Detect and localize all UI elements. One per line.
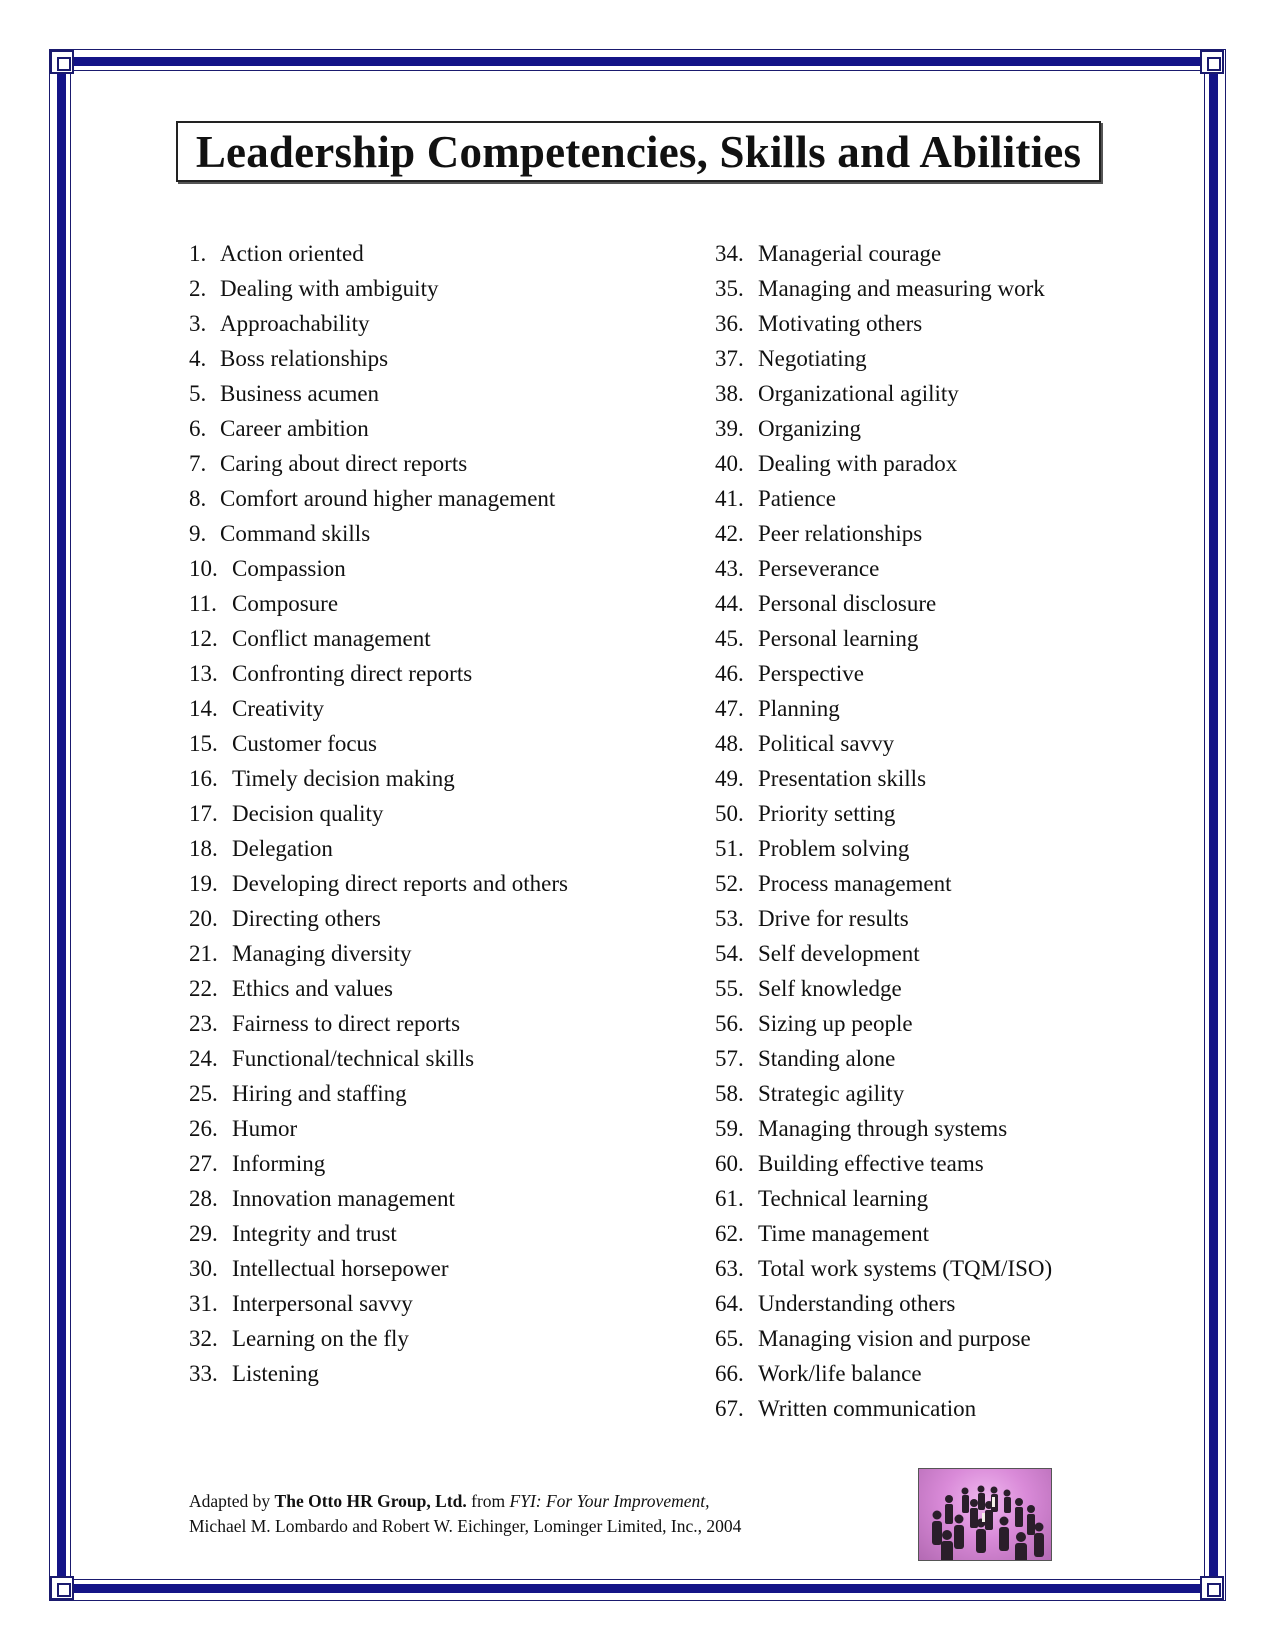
competency-item bbox=[189, 306, 669, 341]
competency-number: 62. bbox=[715, 1221, 744, 1246]
competency-label: Decision quality bbox=[232, 801, 384, 826]
competency-label: Planning bbox=[758, 696, 840, 721]
competency-number: 31. bbox=[189, 1291, 218, 1316]
competency-item bbox=[715, 481, 1155, 516]
competency-number: 19. bbox=[189, 871, 218, 896]
competency-item bbox=[189, 901, 669, 936]
competency-label: Intellectual horsepower bbox=[232, 1256, 449, 1281]
competency-item bbox=[715, 901, 1155, 936]
competency-number: 38. bbox=[715, 381, 744, 406]
competency-number: 53. bbox=[715, 906, 744, 931]
competency-item bbox=[715, 1076, 1155, 1111]
competency-item bbox=[189, 1006, 669, 1041]
competency-label: Work/life balance bbox=[758, 1361, 922, 1386]
competency-number: 50. bbox=[715, 801, 744, 826]
competency-label: Managerial courage bbox=[758, 241, 942, 266]
competency-item bbox=[715, 761, 1155, 796]
competency-label: Self development bbox=[758, 941, 920, 966]
competency-item bbox=[189, 866, 669, 901]
competency-item bbox=[189, 446, 669, 481]
competency-number: 13. bbox=[189, 661, 218, 686]
competency-label: Organizing bbox=[758, 416, 862, 441]
competency-number: 32. bbox=[189, 1326, 218, 1351]
competency-item bbox=[189, 236, 669, 271]
competency-number: 54. bbox=[715, 941, 744, 966]
competency-number: 1. bbox=[189, 241, 207, 266]
competency-label: Hiring and staffing bbox=[232, 1081, 407, 1106]
competency-item bbox=[715, 726, 1155, 761]
competency-item bbox=[715, 1216, 1155, 1251]
competency-label: Standing alone bbox=[758, 1046, 896, 1071]
competency-number: 30. bbox=[189, 1256, 218, 1281]
competency-label: Creativity bbox=[232, 696, 324, 721]
competency-number: 60. bbox=[715, 1151, 744, 1176]
competency-item bbox=[715, 376, 1155, 411]
competency-item bbox=[715, 446, 1155, 481]
competency-label: Career ambition bbox=[220, 416, 369, 441]
competency-number: 42. bbox=[715, 521, 744, 546]
competency-label: Process management bbox=[758, 871, 952, 896]
competency-item bbox=[715, 656, 1155, 691]
competency-label: Innovation management bbox=[232, 1186, 455, 1211]
competency-label: Developing direct reports and others bbox=[232, 871, 568, 896]
competency-item bbox=[715, 691, 1155, 726]
competency-number: 26. bbox=[189, 1116, 218, 1141]
competency-label: Interpersonal savvy bbox=[232, 1291, 413, 1316]
competency-number: 17. bbox=[189, 801, 218, 826]
competency-number: 3. bbox=[189, 311, 207, 336]
competency-item bbox=[715, 551, 1155, 586]
competency-item bbox=[189, 1321, 669, 1356]
competency-label: Approachability bbox=[220, 311, 370, 336]
competency-label: Command skills bbox=[220, 521, 371, 546]
competency-number: 20. bbox=[189, 906, 218, 931]
competency-item bbox=[715, 796, 1155, 831]
competency-label: Problem solving bbox=[758, 836, 910, 861]
competency-item bbox=[715, 236, 1155, 271]
competency-label: Listening bbox=[232, 1361, 319, 1386]
competency-item bbox=[189, 971, 669, 1006]
competency-number: 55. bbox=[715, 976, 744, 1001]
competency-number: 44. bbox=[715, 591, 744, 616]
competency-item bbox=[189, 1041, 669, 1076]
competency-label: Boss relationships bbox=[220, 346, 389, 371]
competency-item bbox=[715, 341, 1155, 376]
competency-label: Fairness to direct reports bbox=[232, 1011, 461, 1036]
competency-number: 34. bbox=[715, 241, 744, 266]
competency-item bbox=[189, 761, 669, 796]
competency-item bbox=[189, 796, 669, 831]
competency-label: Learning on the fly bbox=[232, 1326, 409, 1351]
corner-ornament-bottom-right bbox=[1200, 1576, 1224, 1600]
competency-number: 8. bbox=[189, 486, 207, 511]
competency-label: Functional/technical skills bbox=[232, 1046, 475, 1071]
competency-number: 2. bbox=[189, 276, 207, 301]
competency-label: Technical learning bbox=[758, 1186, 929, 1211]
competency-number: 14. bbox=[189, 696, 218, 721]
competency-item bbox=[715, 1181, 1155, 1216]
competency-number: 61. bbox=[715, 1186, 744, 1211]
competency-label: Perspective bbox=[758, 661, 865, 686]
competency-number: 51. bbox=[715, 836, 744, 861]
competency-item bbox=[189, 726, 669, 761]
competency-label: Compassion bbox=[232, 556, 346, 581]
competency-label: Dealing with paradox bbox=[758, 451, 958, 476]
competency-item bbox=[189, 341, 669, 376]
competency-number: 29. bbox=[189, 1221, 218, 1246]
competency-label: Motivating others bbox=[758, 311, 923, 336]
competency-item bbox=[189, 1286, 669, 1321]
competency-item bbox=[189, 656, 669, 691]
competency-label: Timely decision making bbox=[232, 766, 455, 791]
competency-item bbox=[189, 1111, 669, 1146]
competency-item bbox=[715, 936, 1155, 971]
competency-number: 63. bbox=[715, 1256, 744, 1281]
competency-number: 49. bbox=[715, 766, 744, 791]
competency-label: Political savvy bbox=[758, 731, 895, 756]
corner-ornament-top-right bbox=[1200, 50, 1224, 74]
competency-label: Managing diversity bbox=[232, 941, 412, 966]
competency-number: 43. bbox=[715, 556, 744, 581]
corner-ornament-bottom-left bbox=[50, 1576, 74, 1600]
competency-label: Conflict management bbox=[232, 626, 431, 651]
competency-label: Building effective teams bbox=[758, 1151, 984, 1176]
competency-item bbox=[189, 586, 669, 621]
competency-label: Delegation bbox=[232, 836, 333, 861]
group-of-people-image bbox=[918, 1468, 1052, 1561]
competency-item bbox=[189, 1076, 669, 1111]
competency-number: 10. bbox=[189, 556, 218, 581]
competency-label: Comfort around higher management bbox=[220, 486, 556, 511]
credit-note bbox=[189, 1489, 741, 1539]
competency-item bbox=[715, 306, 1155, 341]
competency-label: Negotiating bbox=[758, 346, 867, 371]
competency-number: 12. bbox=[189, 626, 218, 651]
credit-line-2: Michael M. Lombardo and Robert W. Eichinger, Lominger Limited, Inc., 2004 bbox=[189, 1516, 742, 1536]
competency-item bbox=[715, 1146, 1155, 1181]
competency-number: 57. bbox=[715, 1046, 744, 1071]
competency-number: 37. bbox=[715, 346, 744, 371]
competency-number: 58. bbox=[715, 1081, 744, 1106]
competency-number: 4. bbox=[189, 346, 207, 371]
competency-label: Directing others bbox=[232, 906, 381, 931]
competency-item bbox=[715, 271, 1155, 306]
competency-label: Action oriented bbox=[220, 241, 364, 266]
competency-label: Managing vision and purpose bbox=[758, 1326, 1031, 1351]
competency-label: Peer relationships bbox=[758, 521, 923, 546]
competency-label: Humor bbox=[232, 1116, 298, 1141]
competency-item bbox=[189, 621, 669, 656]
competency-number: 56. bbox=[715, 1011, 744, 1036]
competency-number: 67. bbox=[715, 1396, 744, 1421]
competency-label: Composure bbox=[232, 591, 339, 616]
competency-item bbox=[715, 586, 1155, 621]
competency-label: Time management bbox=[758, 1221, 929, 1246]
competency-item bbox=[715, 621, 1155, 656]
competency-number: 28. bbox=[189, 1186, 218, 1211]
competency-item bbox=[715, 1391, 1155, 1426]
competency-item bbox=[189, 936, 669, 971]
competency-label: Understanding others bbox=[758, 1291, 956, 1316]
competency-number: 40. bbox=[715, 451, 744, 476]
competency-label: Total work systems (TQM/ISO) bbox=[758, 1256, 1053, 1281]
competency-item bbox=[715, 1286, 1155, 1321]
competency-item bbox=[189, 411, 669, 446]
competency-label: Business acumen bbox=[220, 381, 380, 406]
competency-label: Priority setting bbox=[758, 801, 896, 826]
competency-item bbox=[189, 481, 669, 516]
competency-number: 25. bbox=[189, 1081, 218, 1106]
competency-number: 5. bbox=[189, 381, 207, 406]
competency-item bbox=[189, 1216, 669, 1251]
competency-number: 52. bbox=[715, 871, 744, 896]
competency-item bbox=[715, 866, 1155, 901]
competency-number: 15. bbox=[189, 731, 218, 756]
competency-item bbox=[715, 831, 1155, 866]
competency-label: Presentation skills bbox=[758, 766, 927, 791]
competency-number: 6. bbox=[189, 416, 207, 441]
competency-list-right bbox=[715, 236, 1155, 1426]
competency-number: 11. bbox=[189, 591, 217, 616]
competency-label: Managing through systems bbox=[758, 1116, 1008, 1141]
competency-item bbox=[189, 1356, 669, 1391]
competency-item bbox=[189, 376, 669, 411]
competency-label: Organizational agility bbox=[758, 381, 959, 406]
competency-number: 21. bbox=[189, 941, 218, 966]
competency-number: 27. bbox=[189, 1151, 218, 1176]
competency-label: Perseverance bbox=[758, 556, 880, 581]
competency-item bbox=[715, 971, 1155, 1006]
competency-number: 36. bbox=[715, 311, 744, 336]
competency-item bbox=[715, 516, 1155, 551]
competency-list-left bbox=[189, 236, 669, 1391]
competency-number: 22. bbox=[189, 976, 218, 1001]
competency-number: 65. bbox=[715, 1326, 744, 1351]
competency-label: Managing and measuring work bbox=[758, 276, 1045, 301]
competency-item bbox=[715, 1041, 1155, 1076]
competency-label: Confronting direct reports bbox=[232, 661, 473, 686]
competency-label: Integrity and trust bbox=[232, 1221, 397, 1246]
competency-item bbox=[189, 271, 669, 306]
competency-item bbox=[715, 1006, 1155, 1041]
competency-number: 41. bbox=[715, 486, 744, 511]
competency-label: Personal disclosure bbox=[758, 591, 937, 616]
competency-label: Strategic agility bbox=[758, 1081, 905, 1106]
competency-item bbox=[189, 1181, 669, 1216]
competency-label: Personal learning bbox=[758, 626, 919, 651]
competency-number: 7. bbox=[189, 451, 207, 476]
competency-number: 24. bbox=[189, 1046, 218, 1071]
competency-label: Caring about direct reports bbox=[220, 451, 468, 476]
competency-number: 16. bbox=[189, 766, 218, 791]
competency-label: Drive for results bbox=[758, 906, 909, 931]
competency-number: 23. bbox=[189, 1011, 218, 1036]
competency-number: 46. bbox=[715, 661, 744, 686]
people-silhouettes-image bbox=[919, 1469, 1052, 1561]
credit-source-title: FYI: For Your Improvement, bbox=[509, 1491, 710, 1511]
competency-number: 45. bbox=[715, 626, 744, 651]
competency-number: 33. bbox=[189, 1361, 218, 1386]
competency-item bbox=[189, 691, 669, 726]
competency-label: Dealing with ambiguity bbox=[220, 276, 439, 301]
credit-line-1 bbox=[189, 1489, 741, 1514]
competency-item bbox=[189, 516, 669, 551]
competency-label: Written communication bbox=[758, 1396, 977, 1421]
competency-item bbox=[189, 1146, 669, 1181]
competency-item bbox=[715, 1111, 1155, 1146]
competency-number: 66. bbox=[715, 1361, 744, 1386]
competency-item bbox=[189, 1251, 669, 1286]
competency-item bbox=[189, 831, 669, 866]
competency-number: 39. bbox=[715, 416, 744, 441]
credit-organization: The Otto HR Group, Ltd. bbox=[274, 1491, 467, 1511]
competency-label: Patience bbox=[758, 486, 836, 511]
competency-number: 35. bbox=[715, 276, 744, 301]
competency-number: 18. bbox=[189, 836, 218, 861]
competency-number: 59. bbox=[715, 1116, 744, 1141]
page-title: Leadership Competencies, Skills and Abilities bbox=[195, 126, 1082, 177]
competency-item bbox=[189, 551, 669, 586]
credit-from: from bbox=[466, 1491, 510, 1511]
competency-label: Ethics and values bbox=[232, 976, 393, 1001]
competency-item bbox=[715, 1251, 1155, 1286]
competency-label: Self knowledge bbox=[758, 976, 902, 1001]
competency-item bbox=[715, 1356, 1155, 1391]
competency-label: Sizing up people bbox=[758, 1011, 913, 1036]
corner-ornament-top-left bbox=[50, 50, 74, 74]
competency-number: 48. bbox=[715, 731, 744, 756]
title-box bbox=[176, 121, 1101, 182]
competency-number: 47. bbox=[715, 696, 744, 721]
competency-label: Customer focus bbox=[232, 731, 378, 756]
credit-prefix: Adapted by bbox=[189, 1491, 275, 1511]
competency-item bbox=[715, 1321, 1155, 1356]
competency-label: Informing bbox=[232, 1151, 326, 1176]
competency-number: 64. bbox=[715, 1291, 744, 1316]
competency-item bbox=[715, 411, 1155, 446]
competency-number: 9. bbox=[189, 521, 207, 546]
